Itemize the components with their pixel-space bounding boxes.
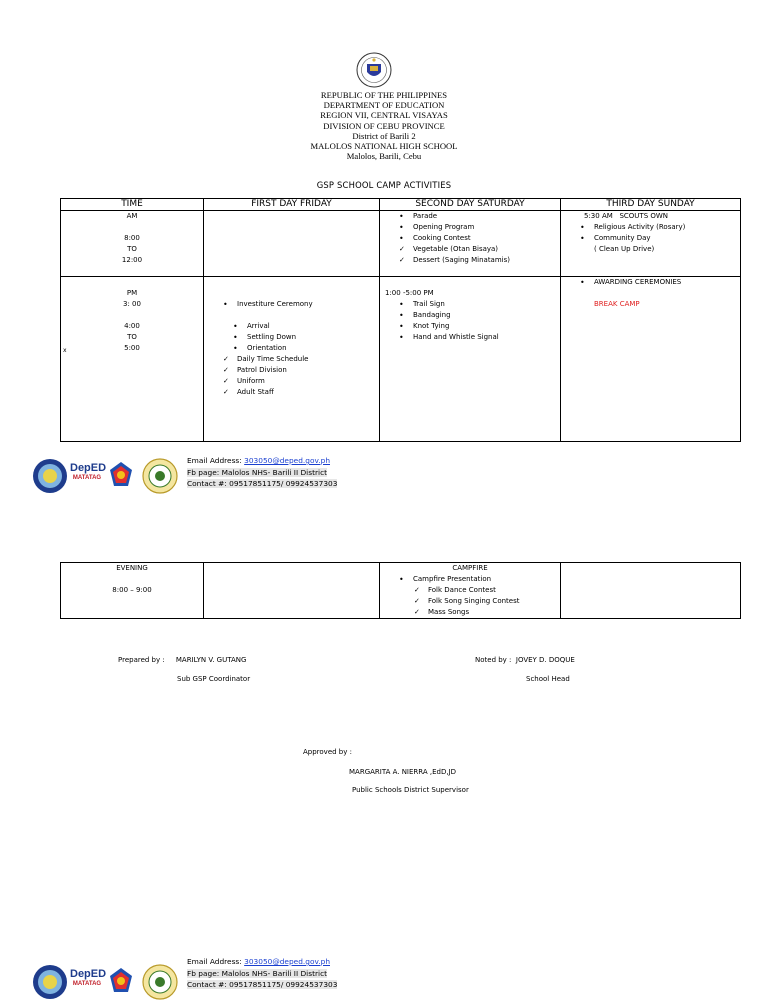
school-seal-logo	[32, 964, 68, 1000]
pm-saturday-cell	[380, 277, 561, 442]
footer-logos	[32, 964, 182, 1000]
letterhead-line: REPUBLIC OF THE PHILIPPINES	[320, 90, 448, 100]
letterhead-line: DEPARTMENT OF EDUCATION	[323, 100, 445, 111]
list-item: • Religious Activity (Rosary)	[594, 222, 740, 233]
header-sunday: THIRD DAY SUNDAY	[561, 199, 741, 211]
evening-label: EVENING	[116, 564, 148, 572]
list-item: • Parade	[413, 211, 560, 222]
evening-sunday-cell	[561, 563, 741, 619]
list-item: • Knot Tying	[413, 321, 560, 332]
email-label: Email Address:	[187, 456, 245, 465]
pm-time-cell	[61, 277, 204, 442]
sunday-time-label: 5:30 AM SCOUTS OWN	[584, 212, 669, 220]
approved-label: Approved by :	[303, 748, 352, 756]
am-time-cell	[61, 211, 204, 277]
list-item: • Cooking Contest	[413, 233, 560, 244]
list-item: ( Clean Up Drive)	[594, 245, 655, 253]
time-label: PM	[126, 289, 138, 297]
noted-label: Noted by :	[475, 656, 512, 664]
list-item: ✓ Uniform	[237, 376, 379, 387]
table-row-am	[61, 211, 741, 277]
time-label: TO	[127, 245, 137, 253]
evening-time-cell	[61, 563, 204, 619]
letterhead-line: District of Barili 2	[352, 130, 416, 141]
letterhead-line: REGION VII, CENTRAL VISAYAS	[320, 110, 448, 121]
matatag-wordmark: MATATAG	[72, 475, 102, 481]
list-item: • AWARDING CEREMONIES	[594, 277, 740, 288]
list-item: ✓ Folk Dance Contest	[428, 585, 560, 596]
time-label: AM	[126, 212, 138, 220]
contact-number-text: Contact #: 09517851175/ 09924537303	[187, 980, 338, 989]
am-friday-cell	[204, 211, 380, 277]
header-friday: FIRST DAY FRIDAY	[204, 199, 380, 211]
prepared-label: Prepared by :	[118, 656, 165, 664]
deped-matatag-logo	[70, 462, 107, 482]
letterhead-line: Malolos, Barili, Cebu	[346, 151, 422, 162]
fb-page-text: Fb page: Malolos NHS- Barili II District	[187, 467, 328, 477]
time-label: 4:00	[124, 322, 140, 330]
list-item: • Settling Down	[247, 332, 379, 343]
school-seal-logo	[32, 458, 68, 494]
evening-table	[60, 562, 741, 619]
email-label: Email Address:	[187, 957, 245, 966]
division-seal-logo	[142, 964, 178, 1000]
bagong-pilipinas-logo	[108, 966, 134, 996]
email-link[interactable]: 303050@deped.gov.ph	[244, 456, 330, 465]
fb-page-text: Fb page: Malolos NHS- Barili II District	[187, 968, 328, 978]
header-time: TIME	[61, 199, 204, 211]
list-item: ✓ Folk Song Singing Contest	[428, 596, 560, 607]
corner-mark: x	[63, 347, 67, 354]
pm-sunday-cell	[561, 277, 741, 442]
noted-title: School Head	[526, 675, 570, 683]
list-item: ✓ Dessert (Saging Minatamis)	[413, 255, 560, 266]
evening-friday-cell	[204, 563, 380, 619]
time-label: 8:00	[124, 234, 140, 242]
contact-block	[187, 455, 347, 490]
list-item: • Bandaging	[413, 310, 560, 321]
evening-saturday-cell	[380, 563, 561, 619]
prepared-by-line	[118, 656, 246, 664]
list-item: ✓ Mass Songs	[428, 607, 560, 618]
noted-by-line	[475, 656, 575, 664]
list-item: • Orientation	[247, 343, 379, 354]
deped-wordmark: DepED	[70, 968, 107, 980]
deped-seal-logo	[354, 52, 394, 88]
table-row-evening	[61, 563, 741, 619]
list-item: • Hand and Whistle Signal	[413, 332, 560, 343]
list-item: • Investiture Ceremony	[237, 299, 379, 310]
pm-friday-cell	[204, 277, 380, 442]
letterhead-line: DIVISION OF CEBU PROVINCE	[323, 120, 445, 131]
list-item: ✓ Patrol Division	[237, 365, 379, 376]
time-label: 12:00	[121, 256, 143, 264]
footer-logos	[32, 458, 182, 494]
table-header-row	[61, 199, 741, 211]
letterhead	[234, 90, 534, 161]
approved-name: MARGARITA A. NIERRA ,EdD,JD	[349, 768, 457, 776]
list-item: ✓ Daily Time Schedule	[237, 354, 379, 365]
prepared-title: Sub GSP Coordinator	[177, 675, 251, 683]
email-link[interactable]: 303050@deped.gov.ph	[244, 957, 330, 966]
contact-block	[187, 956, 347, 991]
list-item: ✓ Vegetable (Otan Bisaya)	[413, 244, 560, 255]
page-title: GSP SCHOOL CAMP ACTIVITIES	[316, 180, 452, 190]
noted-name: JOVEY D. DOQUE	[515, 656, 575, 664]
list-item: • Campfire Presentation	[413, 574, 560, 585]
bagong-pilipinas-logo	[108, 460, 134, 490]
am-sunday-cell	[561, 211, 741, 277]
break-camp-label: BREAK CAMP	[594, 300, 640, 308]
contact-number-text: Contact #: 09517851175/ 09924537303	[187, 479, 338, 488]
letterhead-line: MALOLOS NATIONAL HIGH SCHOOL	[310, 141, 458, 152]
saturday-pm-time: 1:00 -5:00 PM	[385, 289, 434, 297]
header-saturday: SECOND DAY SATURDAY	[380, 199, 561, 211]
am-saturday-cell	[380, 211, 561, 277]
schedule-table	[60, 198, 741, 442]
evening-time: 8:00 – 9:00	[112, 586, 152, 594]
deped-wordmark: DepED	[70, 462, 107, 474]
time-label: 3: 00	[123, 300, 141, 308]
division-seal-logo	[142, 458, 178, 494]
list-item: • Opening Program	[413, 222, 560, 233]
prepared-name: MARILYN V. GUTANG	[175, 656, 247, 664]
matatag-wordmark: MATATAG	[72, 981, 102, 987]
list-item: • Community Day	[594, 233, 740, 244]
list-item: ✓ Adult Staff	[237, 387, 379, 398]
list-item: • Arrival	[247, 321, 379, 332]
table-row-pm	[61, 277, 741, 442]
time-label: TO	[127, 333, 137, 341]
approved-title: Public Schools District Supervisor	[352, 786, 469, 794]
time-label: 5:00	[124, 344, 140, 352]
campfire-title: CAMPFIRE	[452, 564, 488, 572]
deped-matatag-logo	[70, 968, 107, 988]
list-item: • Trail Sign	[413, 299, 560, 310]
